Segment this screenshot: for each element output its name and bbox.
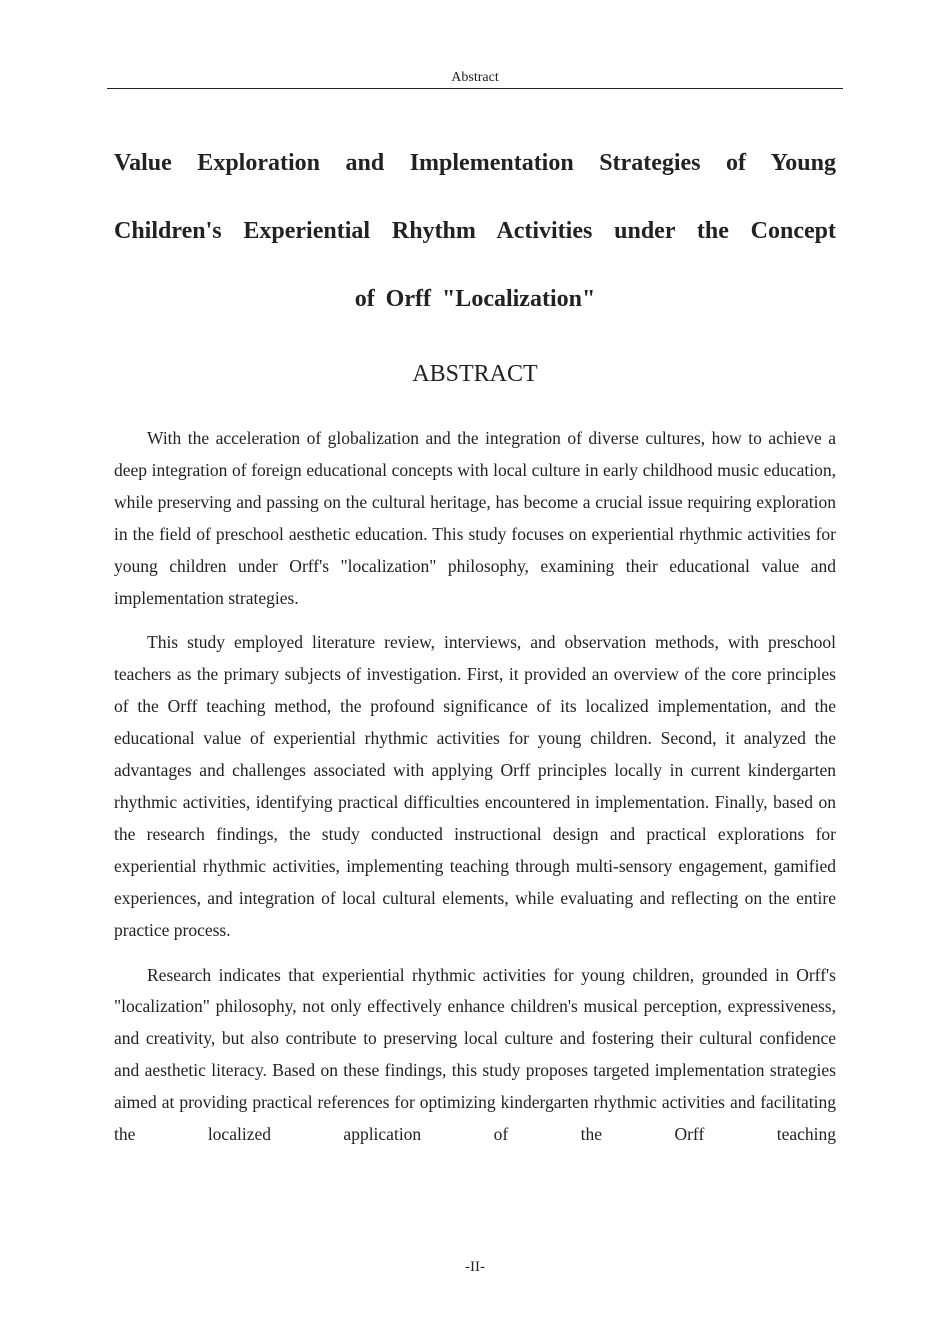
abstract-paragraph-3: Research indicates that experiential rhythmic activities for young children, grounded in Orff's "localization" philosophy, not only effectively enhance children's musical perception, expressiveness, and creativity, but also contribute to preserving local culture and fostering their cultural confidence and aesthetic literacy. Based on these findings, this study proposes targeted implementation strategies aimed at providing practical references for optimizing kindergarten rhythmic activities and facilitating the localized application of the Orff teaching bbox=[114, 964, 836, 1145]
title-line-2: Children's Experiential Rhythm Activities under the Concept bbox=[114, 218, 836, 244]
header-rule bbox=[107, 88, 843, 89]
title-line-3: of Orff "Localization" bbox=[354, 286, 596, 312]
page-number: -II- bbox=[465, 1259, 485, 1275]
abstract-paragraph-2: This study employed literature review, interviews, and observation methods, with preschool teachers as the primary subjects of investigation. First, it provided an overview of the core principles of the Orff teaching method, the profound significance of its localized implementation, and the educational value of experiential rhythmic activities for young children. Second, it analyzed the advantages and challenges associated with applying Orff principles locally in current kindergarten rhythmic activities, identifying practical difficulties encountered in implementation. Finally, based on the research findings, the study conducted instructional design and practical explorations for experiential rhythmic activities, implementing teaching through multi-sensory engagement, gamified experiences, and integration of local cultural elements, while evaluating and reflecting on the entire practice process. bbox=[114, 632, 836, 940]
abstract-paragraph-1: With the acceleration of globalization and the integration of diverse cultures, how to achieve a deep integration of foreign educational concepts with local culture in early childhood music education, while preserving and passing on the cultural heritage, has become a crucial issue requiring exploration in the field of preschool aesthetic education. This study focuses on experiential rhythmic activities for young children under Orff's "localization" philosophy, examining their educational value and implementation strategies. bbox=[114, 428, 836, 608]
document-title bbox=[114, 129, 836, 333]
running-header: Abstract bbox=[451, 70, 499, 85]
title-line-1: Value Exploration and Implementation Strategies of Young bbox=[114, 150, 836, 176]
abstract-heading: ABSTRACT bbox=[412, 361, 538, 387]
abstract-body bbox=[114, 423, 836, 1151]
